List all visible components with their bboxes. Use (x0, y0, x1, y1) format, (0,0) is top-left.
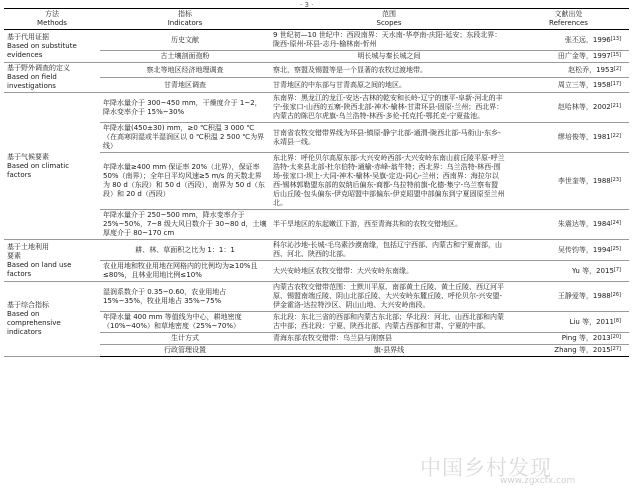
indicator-cell: 年降水量≥400 mm 保证率 20%（北界），保证率 50%（南界）；全年日平均风速≥5 m/s 的天数北界为 80 d（东段）和 50 d（西段），南界为 50 d（东段）和 20 d（西段） (100, 153, 270, 210)
scope-cell: 甘青地区的中东部与甘青高原之间的地区。 (270, 78, 508, 93)
table-row (4, 63, 629, 78)
reference-cell: Yu 等，2015[7] (508, 261, 629, 282)
header-indicator: 指标 Indicators (100, 9, 270, 30)
indicator-cell: 耕、林、草面积之比为 1：1：1 (100, 240, 270, 261)
reference-cell: Ping 等，2013[20] (508, 333, 629, 345)
scope-cell: 东北段：东北三省的西部和内蒙古东北部；华北段：河北、山西北部和内蒙古中部；西北段：宁夏、陕西北部、内蒙古西部和甘肃、宁夏的中部。 (270, 312, 508, 333)
scope-cell: 旗-县界线 (270, 345, 508, 357)
reference-cell: 吴传钧等，1994[25] (508, 240, 629, 261)
header-scope: 范围 Scopes (270, 9, 508, 30)
method-cell: 基于土地利用 要素 Based on land use factors (4, 240, 100, 282)
indicator-cell: 农业用地和牧业用地在网格内的比例均为≥10%且≤80%，且林业用地比例≤10% (100, 261, 270, 282)
scope-cell: 东南界：黑龙江的龙江-安达-吉林的乾安和长岭-辽宁的康平-阜新-河北的丰宁-张家口-山西的五寨-陕西北部-神木-榆林-甘肃环县-固原-兰州；西北界：内蒙古的陈巴尔虎旗-乌兰浩特-林西-多伦-托克托-鄂托克-宁夏盐池。 (270, 93, 508, 123)
reference-cell: 周立三等，1958[17] (508, 78, 629, 93)
scope-cell: 内蒙古农牧交错带范围：土默川平原、南部黄土丘陵、黄土丘陵、西辽河平原、锡盟南端丘陵、阴山北部丘陵、大兴安岭东麓丘陵、呼伦贝尔-兴安盟-伊金霍洛-达拉特沙区、阴山山地、大兴安岭南段。 (270, 282, 508, 312)
table-header-row (4, 9, 629, 30)
indicator-cell: 生计方式 (100, 333, 270, 345)
indicator-cell: 年降水量(450±30) mm，≥0 ℃积温 3 000 ℃（在高寒阴湿或半湿润区以 0 ℃积温 2 500 ℃为界线） (100, 123, 270, 153)
header-method: 方法 Methods (4, 9, 100, 30)
reference-cell: Liu 等，2011[8] (508, 312, 629, 333)
scope-cell: 东北界：呼伦贝尔高原东部-大兴安岭西部-大兴安岭东南山前丘陵平原-呼兰浩特-太来县北部-杜尔伯特-通榆-赤峰-翁牛特；西北界：乌兰浩特-林西-围场-张家口-坝上-大同-神木-榆林-吴旗-定边-同心-兰州；西南界：海拉尔以西-锡林郭勒盟东部的奴纳后偏东-商都-乌拉特前旗-化德-集宁-乌兰察布盟后山丘陵-包头偏东-伊克昭盟中部偏东-伊克昭盟中部偏东到宁夏固原至兰州北。 (270, 153, 508, 210)
table-row (4, 30, 629, 51)
reference-cell: 李世奎等，1988[23] (508, 153, 629, 210)
indicator-cell: 年降水量介于 300~450 mm，干燥度介于 1~2，降水变率介于 15%~30% (100, 93, 270, 123)
method-cell: 基于代用证据 Based on substitute evidences (4, 30, 100, 63)
table-row (4, 282, 629, 312)
indicator-cell: 历史文献 (100, 30, 270, 51)
table-row (4, 93, 629, 123)
reference-cell: Zhang 等，2015[27] (508, 345, 629, 357)
reference-cell: 田广金等，1997[15] (508, 51, 629, 63)
scope-cell: 青海东部农牧交错带：乌兰县与刚察县 (270, 333, 508, 345)
indicator-cell: 湿润系数介于 0.35~0.60，农业用地占 15%~35%，牧业用地占 35%~75% (100, 282, 270, 312)
watermark: 中国乡村发现 (420, 456, 552, 480)
scope-cell: 察北，察盟及锡盟等是一个显著的农牧过渡地带。 (270, 63, 508, 78)
scope-cell: 9 世纪初—10 世纪中：西段南界：天水南-华亭南-庆阳-延安；东段北界：陇西-原州-环县-志丹-榆林南-忻州 (270, 30, 508, 51)
scope-cell: 科尔沁沙地-长城-毛乌素沙漠南缘，包括辽宁西部、内蒙古和宁夏南部，山西、河北、陕西的北部。 (270, 240, 508, 261)
reference-cell: 王静爱等，1988[26] (508, 282, 629, 312)
reference-cell: 张丕远，1996[13] (508, 30, 629, 51)
page-mark: · 3 · (300, 1, 314, 9)
reference-cell: 赵松乔，1953[2] (508, 63, 629, 78)
reference-cell: 朱震达等，1984[24] (508, 210, 629, 240)
indicator-cell: 年降水量介于 250~500 mm，降水变率介于 25%~50%，7~8 级大风日数介于 30~80 d，土壤厚度介于 80~170 cm (100, 210, 270, 240)
indicator-cell: 古土壤剖面孢粉 (100, 51, 270, 63)
reference-cell: 缪培俊等，1981[22] (508, 123, 629, 153)
header-reference: 文献出处 References (508, 9, 629, 30)
scope-cell: 明长城与秦长城之间 (270, 51, 508, 63)
indicator-cell: 甘青地区调查 (100, 78, 270, 93)
indicator-cell: 行政管理设置 (100, 345, 270, 357)
method-cell: 基于气候要素 Based on climatic factors (4, 93, 100, 240)
indicator-cell: 察北等地区经济地理调查 (100, 63, 270, 78)
literature-table (4, 8, 629, 357)
table-row (4, 240, 629, 261)
indicator-cell: 年降水量 400 mm 等值线为中心，耕地密度（10%~40%）和草地密度（25%~70%） (100, 312, 270, 333)
scope-cell: 大兴安岭地区农牧交错带：大兴安岭东南缘。 (270, 261, 508, 282)
method-cell: 基于野外调查的定义 Based on field investigations (4, 63, 100, 93)
watermark-url: www.zgxcfx.com (500, 476, 576, 486)
scope-cell: 甘南省农牧交错带界线为环县-镇原-静宁北部-通渭-陇西北部-马衔山-东乡-永靖县一线。 (270, 123, 508, 153)
reference-cell: 赵哈林等，2002[21] (508, 93, 629, 123)
scope-cell: 半干旱地区的东起嫩江下游，西至青海共和的农牧交错地区。 (270, 210, 508, 240)
method-cell: 基于综合指标 Based on comprehensive indicators (4, 282, 100, 357)
